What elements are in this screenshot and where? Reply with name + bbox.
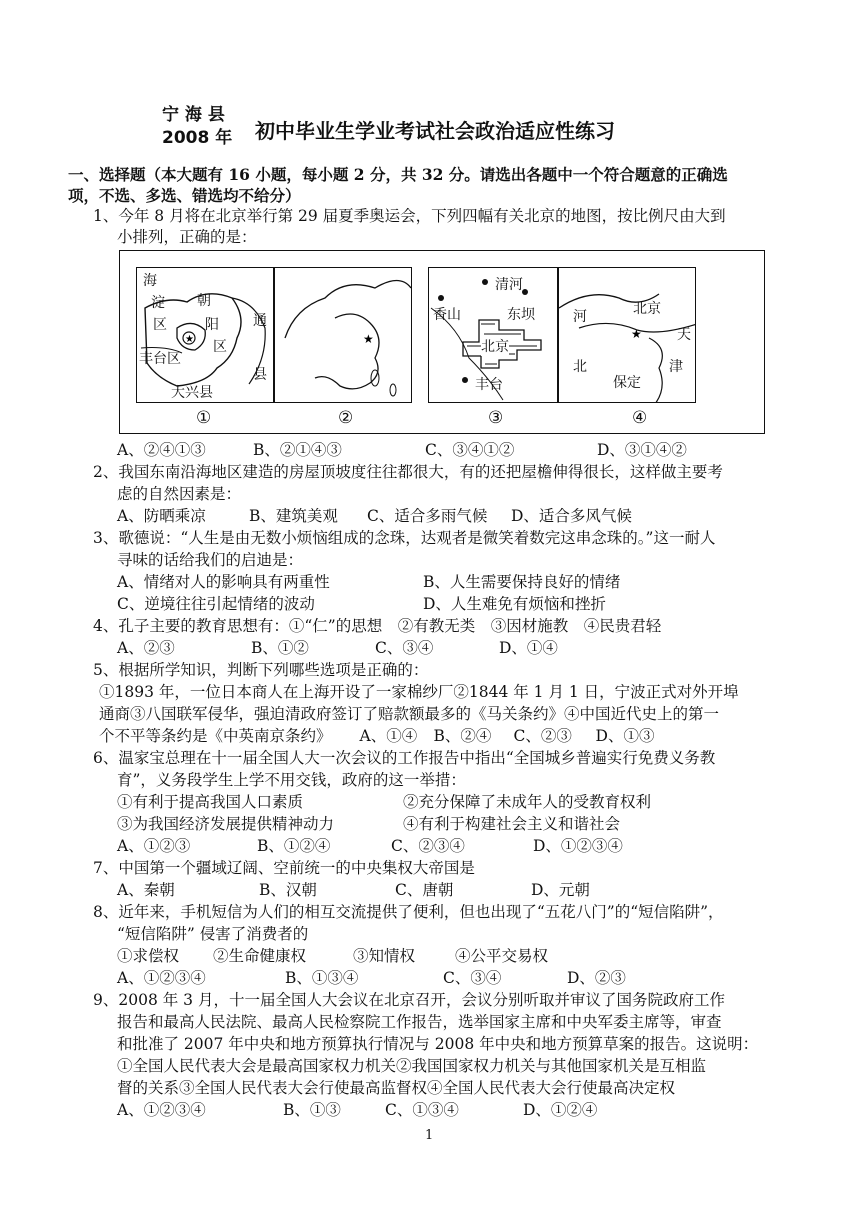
option[interactable]: A、情绪对人的影响具有两重性 [117,573,330,591]
option[interactable]: C、②③ [513,727,572,745]
q5-stem-line1: 5、根据所学知识，判断下列哪些选项是正确的： [93,661,429,679]
option[interactable]: C、③④ [443,969,502,987]
map-4-label: 天 [677,327,691,343]
q6-stem-line2: 育”，义务段学生上学不用交钱，政府的这一举措： [117,771,466,789]
option[interactable]: A、秦朝 [117,881,175,899]
q5-stem-line3: 通商③八国联军侵华，强迫清政府签订了赔款额最多的《马关条约》④中国近代史上的第一 [99,705,720,723]
option[interactable]: B、汉朝 [259,881,317,899]
item: ③为我国经济发展提供精神动力 [117,815,335,833]
option[interactable]: B、①②④ [257,837,331,855]
map-1-label: 区 [153,317,167,333]
option[interactable]: C、适合多雨气候 [367,507,488,525]
map-4-label: 保定 [613,375,641,391]
option[interactable]: C、①③④ [385,1101,459,1119]
option[interactable]: A、防晒乘凉 [117,507,206,525]
map-1-label: 县 [253,367,267,383]
county-label: 宁 海 县 [162,105,225,125]
svg-text:★: ★ [363,332,374,346]
q8-items [117,945,548,967]
q5-stem-line4-text: 个不平等条约是《中英南京条约》 [99,727,332,745]
option[interactable]: A、①②③④ [117,969,206,987]
q8-stem-line2: “短信陷阱” 侵害了消费者的 [117,925,309,943]
q1-options [117,439,687,461]
option[interactable]: D、人生难免有烦恼和挫折 [423,595,606,613]
q6-options [117,835,623,857]
map-number: ③ [488,408,504,428]
map-1-label: 丰台区 [139,351,181,367]
map-1-label: 海 [143,273,157,289]
q2-stem-line2: 虑的自然因素是： [117,485,242,503]
option[interactable]: B、②④ [433,727,492,745]
q3-options-row1 [117,571,620,593]
option[interactable]: D、③①④② [597,441,687,459]
map-3-label: 清河 [495,277,523,293]
q1-stem-line2: 小排列，正确的是： [117,228,257,246]
option[interactable]: B、人生需要保持良好的情绪 [423,573,621,591]
q1-stem-line1: 1、今年 8 月将在北京举行第 29 届夏季奥运会，下列四幅有关北京的地图，按比例尺由大到 [93,207,726,225]
option[interactable]: B、①③④ [285,969,359,987]
option[interactable]: A、②④①③ [117,441,206,459]
map-number: ② [338,408,354,428]
option[interactable]: A、①④ [359,727,418,745]
section-heading-line2: 项，不选、多选、错选均不给分） [68,186,301,205]
map-4-label: 北 [573,359,587,375]
map-2-outline [275,268,412,403]
option[interactable]: B、建筑美观 [249,507,338,525]
q9-options [117,1099,597,1121]
page-title: 初中毕业生学业考试社会政治适应性练习 [255,119,615,143]
item: ②生命健康权 [213,947,307,965]
map-1-label: 阳 [205,317,219,333]
option[interactable]: B、②①④③ [253,441,342,459]
map-4-label: 津 [669,359,683,375]
map-3-label: 北京 [481,336,509,356]
year-label: 2008 年 [162,128,233,148]
option[interactable]: C、③④ [375,639,434,657]
item: ③知情权 [353,947,416,965]
q5-stem-line2: ①1893 年，一位日本商人在上海开设了一家棉纱厂②1844 年 1 月 1 日，宁波正式对外开埠 [99,683,739,701]
option[interactable]: B、①③ [283,1101,341,1119]
q7-options [117,879,590,901]
map-4-region [558,267,696,403]
q6-stem-line1: 6、温家宝总理在十一届全国人大一次会议的工作报告中指出“全国城乡普遍实行免费义务教 [93,749,716,767]
option[interactable]: D、适合多风气候 [511,507,632,525]
map-1-label: 通 [253,313,267,329]
map-4-label: 北京 [633,301,661,317]
map-1-label: 区 [213,339,227,355]
map-2-china [274,267,412,403]
q9-stem-line4: ①全国人民代表大会是最高国家权力机关②我国国家权力机关与其他国家机关是互相监 [117,1057,707,1075]
q9-stem-line5: 督的关系③全国人民代表大会行使最高监督权④全国人民代表大会行使最高决定权 [117,1079,676,1097]
map-3-label: 丰台 [475,377,503,393]
option[interactable]: D、①②④ [523,1101,598,1119]
option[interactable]: A、①②③④ [117,1101,206,1119]
q3-options-row2 [117,593,606,615]
option[interactable]: D、①②③④ [533,837,623,855]
option[interactable]: B、①② [251,639,309,657]
option[interactable]: D、元朝 [531,881,590,899]
q1-map-figure [119,250,765,434]
item: ④公平交易权 [455,947,549,965]
q2-options [117,505,632,527]
q8-options [117,967,626,989]
option[interactable]: A、①②③ [117,837,191,855]
q3-stem-line2: 寻味的话给我们的启迪是： [117,551,304,569]
q8-stem-line1: 8、近年来，手机短信为人们的相互交流提供了便利，但也出现了“五花八门”的“短信陷阱”， [93,903,724,921]
q6-items-row1 [117,791,651,813]
q3-stem-line1: 3、歌德说：“人生是由无数小烦恼组成的念珠，达观者是微笑着数完这串念珠的。”这一耐人 [93,529,716,547]
item: ①求偿权 [117,947,180,965]
option[interactable]: C、②③④ [391,837,465,855]
q9-stem-line2: 报告和最高人民法院、最高人民检察院工作报告，选举国家主席和中央军委主席等，审查 [117,1013,722,1031]
map-3-label: 香山 [433,307,461,323]
q9-stem-line3: 和批准了 2007 年中央和地方预算执行情况与 2008 年中央和地方预算草案的报告。这说明： [117,1035,759,1053]
q9-stem-line1: 9、2008 年 3 月，十一届全国人大会议在北京召开，会议分别听取并审议了国务院政府工作 [93,991,725,1009]
option[interactable]: C、逆境往往引起情绪的波动 [117,595,315,613]
section-heading-line1: 一、选择题（本大题有 16 小题，每小题 2 分，共 32 分。请选出各题中一个符合题意的正确选 [68,165,728,184]
option[interactable]: D、①④ [499,639,558,657]
map-4-label: 河 [573,309,587,325]
option[interactable]: C、唐朝 [395,881,454,899]
svg-text:★: ★ [631,327,642,341]
q4-stem-line1: 4、孔子主要的教育思想有：①“仁”的思想 ②有教无类 ③因材施教 ④民贵君轻 [93,617,662,635]
map-number: ④ [632,408,648,428]
page-number: 1 [425,1128,434,1143]
option[interactable]: D、②③ [567,969,626,987]
item: ④有利于构建社会主义和谐社会 [403,815,621,833]
map-1-label: 朝 [197,293,211,309]
q7-stem-line1: 7、中国第一个疆域辽阔、空前统一的中央集权大帝国是 [93,859,475,877]
map-3-label: 东坝 [507,307,535,323]
map-3-suburbs [428,267,558,403]
map-1-label: 淀 [151,295,165,311]
option[interactable]: C、③④①② [425,441,515,459]
map-number: ① [196,408,212,428]
q4-options [117,637,558,659]
option[interactable]: D、①③ [595,727,655,745]
item: ①有利于提高我国人口素质 [117,793,304,811]
map-1-label: 大兴县 [171,385,213,401]
svg-text:★: ★ [185,334,194,345]
option[interactable]: A、②③ [117,639,175,657]
map-1-districts [136,267,274,403]
q6-items-row2 [117,813,620,835]
q5-stem-line4 [99,725,654,747]
item: ②充分保障了未成年人的受教育权利 [403,793,652,811]
q2-stem-line1: 2、我国东南沿海地区建造的房屋顶坡度往往都很大，有的还把屋檐伸得很长，这样做主要考 [93,463,723,481]
